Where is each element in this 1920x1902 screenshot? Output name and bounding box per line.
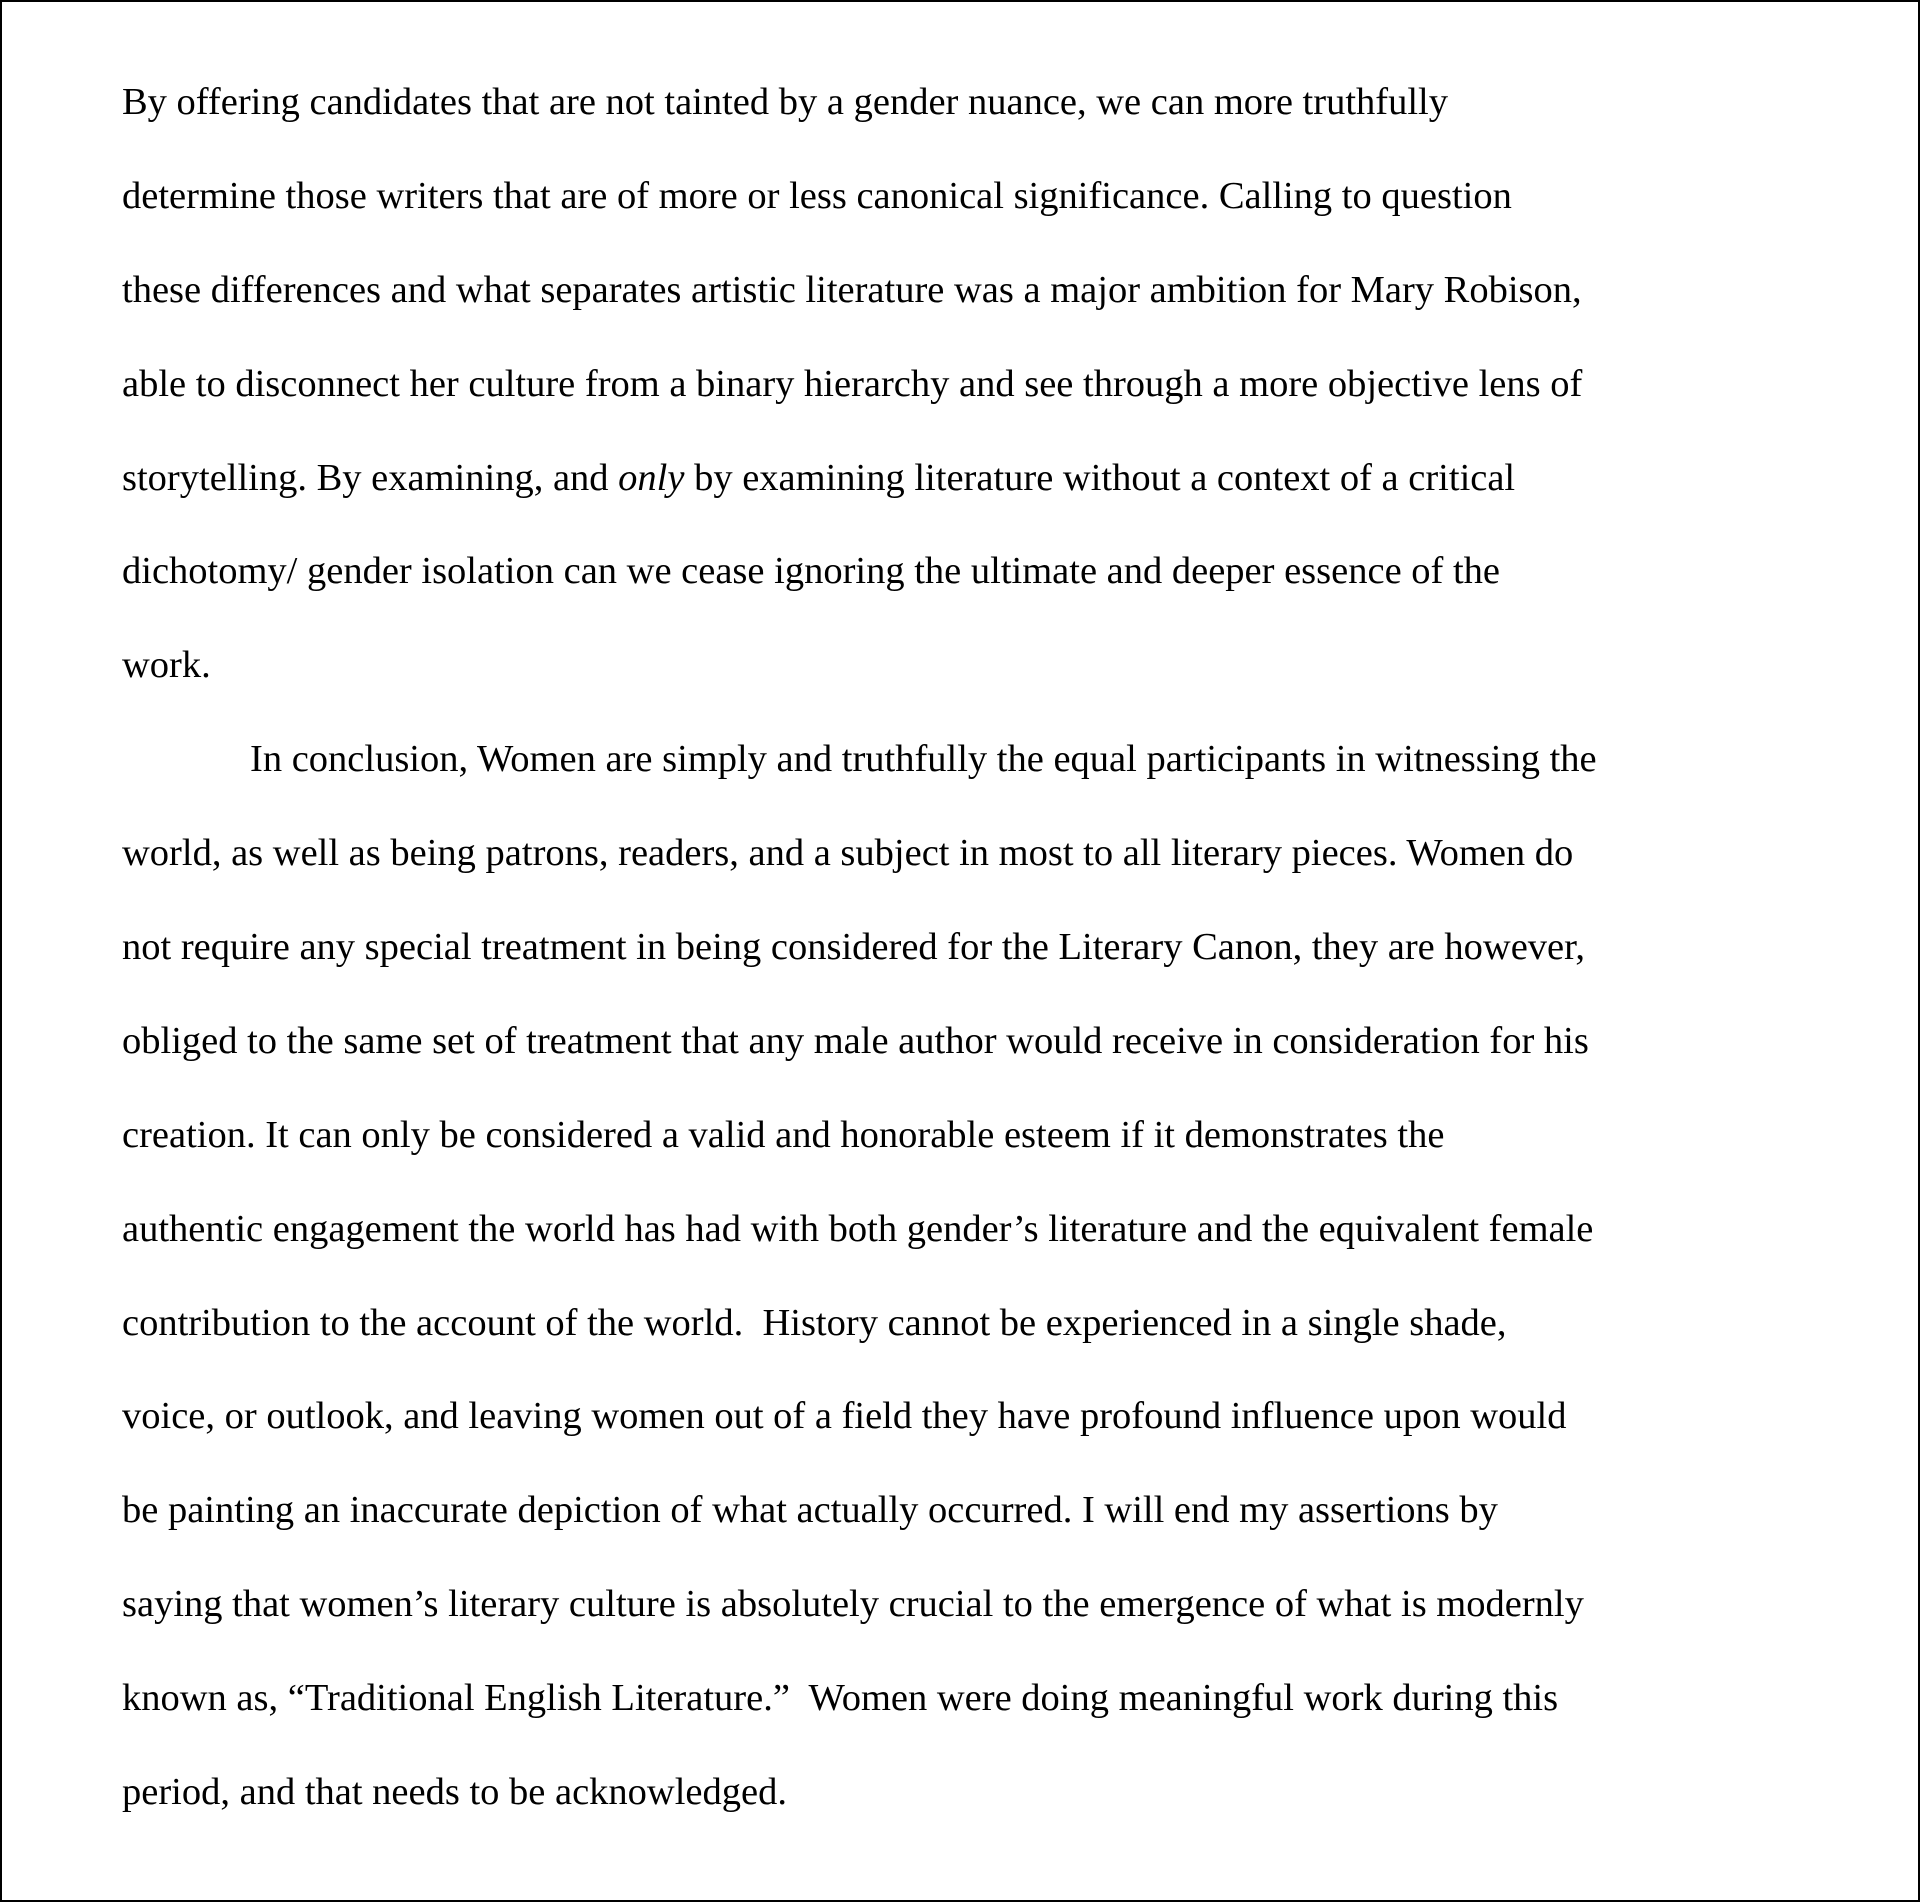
- text-run: storytelling. By examining, and: [122, 456, 619, 499]
- paragraph-1: [122, 72, 1812, 729]
- document-body: [122, 72, 1812, 1856]
- text-line: [122, 448, 1812, 542]
- text-line: these differences and what separates artistic literature was a major ambition for Mary Robison,: [122, 268, 1582, 311]
- text-line: contribution to the account of the world. History cannot be experienced in a single shade,: [122, 1301, 1507, 1344]
- text-line: By offering candidates that are not tainted by a gender nuance, we can more truthfully: [122, 81, 1448, 123]
- text-line: world, as well as being patrons, readers, and a subject in most to all literary pieces. Women do: [122, 832, 1574, 875]
- text-line: authentic engagement the world has had with both gender’s literature and the equivalent female: [122, 1207, 1594, 1250]
- text-line: be painting an inaccurate depiction of what actually occurred. I will end my assertions by: [122, 1489, 1498, 1532]
- text-line: able to disconnect her culture from a binary hierarchy and see through a more objective lens of: [122, 362, 1583, 405]
- text-line-indented: In conclusion, Women are simply and truthfully the equal participants in witnessing the: [250, 738, 1597, 781]
- text-line: not require any special treatment in being considered for the Literary Canon, they are however,: [122, 926, 1586, 969]
- text-line: voice, or outlook, and leaving women out of a field they have profound influence upon would: [122, 1395, 1567, 1438]
- emphasized-word: only: [618, 456, 685, 499]
- text-line: dichotomy/ gender isolation can we cease ignoring the ultimate and deeper essence of the: [122, 550, 1501, 593]
- paragraph-2: [122, 729, 1812, 1856]
- text-line: obliged to the same set of treatment that any male author would receive in consideration for his: [122, 1019, 1589, 1062]
- text-run: by examining literature without a context of a critical: [684, 456, 1516, 499]
- text-line: saying that women’s literary culture is absolutely crucial to the emergence of what is modernly: [122, 1583, 1584, 1626]
- text-line: known as, “Traditional English Literature.” Women were doing meaningful work during this: [122, 1677, 1559, 1720]
- text-line: work.: [122, 644, 211, 687]
- text-line: determine those writers that are of more or less canonical significance. Calling to question: [122, 174, 1512, 217]
- text-line: period, and that needs to be acknowledged.: [122, 1771, 787, 1814]
- text-line: creation. It can only be considered a valid and honorable esteem if it demonstrates the: [122, 1113, 1445, 1156]
